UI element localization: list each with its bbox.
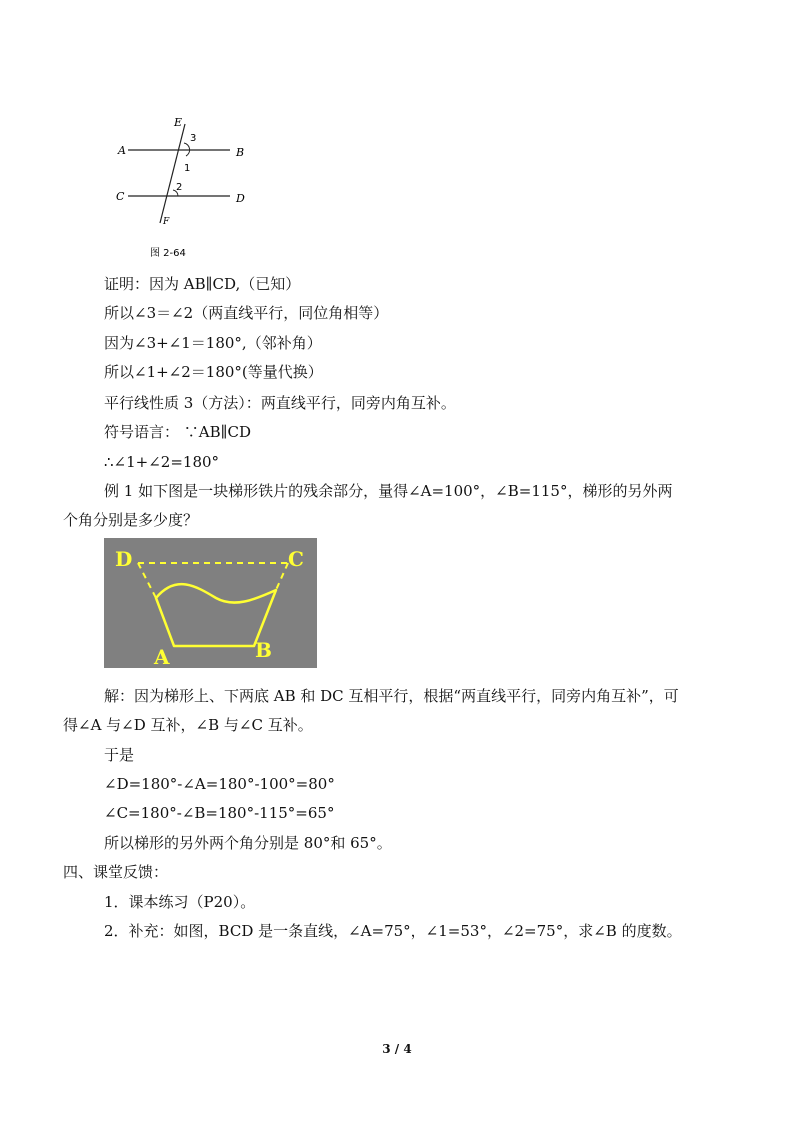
solution-line-6: 所以梯形的另外两个角分别是 80°和 65°。 xyxy=(104,834,392,852)
feedback-item-1: 1．课本练习（P20）。 xyxy=(104,893,256,911)
symbol-language-line: 符号语言： ∵AB∥CD xyxy=(104,423,252,441)
figure1-caption: 图 2-64 xyxy=(150,248,186,259)
page-number: 3 / 4 xyxy=(382,1042,412,1056)
label-c: C xyxy=(116,190,125,203)
proof-line-4: 所以∠1+∠2＝180°(等量代换） xyxy=(104,363,323,381)
parallel-lines-figure xyxy=(108,110,258,262)
label-d: D xyxy=(236,192,245,205)
label-a: A xyxy=(118,144,126,157)
label-f: F xyxy=(163,217,170,227)
label-2: 2 xyxy=(176,182,183,193)
proof-line-2: 所以∠3＝∠2（两直线平行，同位角相等） xyxy=(104,304,389,322)
label-1: 1 xyxy=(184,163,191,174)
label-3: 3 xyxy=(190,133,197,144)
trapezoid-label-d: D xyxy=(115,547,133,571)
feedback-item-2: 2．补充：如图，BCD 是一条直线，∠A=75°，∠1=53°，∠2=75°，求∠B 的度数。 xyxy=(104,922,682,940)
trapezoid-label-c: C xyxy=(288,547,304,571)
trapezoid-figure xyxy=(104,538,317,668)
solution-line-5: ∠C=180°-∠B=180°-115°=65° xyxy=(104,804,335,822)
solution-line-4: ∠D=180°-∠A=180°-100°=80° xyxy=(104,775,335,793)
conclusion-line: ∴∠1+∠2=180° xyxy=(104,453,220,471)
property-line: 平行线性质 3（方法）：两直线平行，同旁内角互补。 xyxy=(104,394,456,412)
label-e: E xyxy=(174,116,183,129)
example-line-2: 个角分别是多少度？ xyxy=(63,511,199,529)
example-line-1: 例 1 如下图是一块梯形铁片的残余部分，量得∠A=100°，∠B=115°，梯形的另外两 xyxy=(104,482,673,500)
proof-line-1: 证明：因为 AB∥CD,（已知） xyxy=(104,275,301,293)
section-heading-feedback: 四、课堂反馈： xyxy=(63,863,169,881)
solution-line-2: 得∠A 与∠D 互补，∠B 与∠C 互补。 xyxy=(63,716,313,734)
solution-line-1: 解：因为梯形上、下两底 AB 和 DC 互相平行，根据“两直线平行，同旁内角互补”，可 xyxy=(104,687,679,705)
trapezoid-background xyxy=(104,538,317,668)
label-b: B xyxy=(236,146,245,159)
proof-line-3: 因为∠3+∠1＝180°,（邻补角） xyxy=(104,334,322,352)
transversal-ef xyxy=(160,124,185,223)
trapezoid-label-a: A xyxy=(154,645,170,668)
solution-line-3: 于是 xyxy=(104,746,135,764)
trapezoid-label-b: B xyxy=(255,638,272,662)
